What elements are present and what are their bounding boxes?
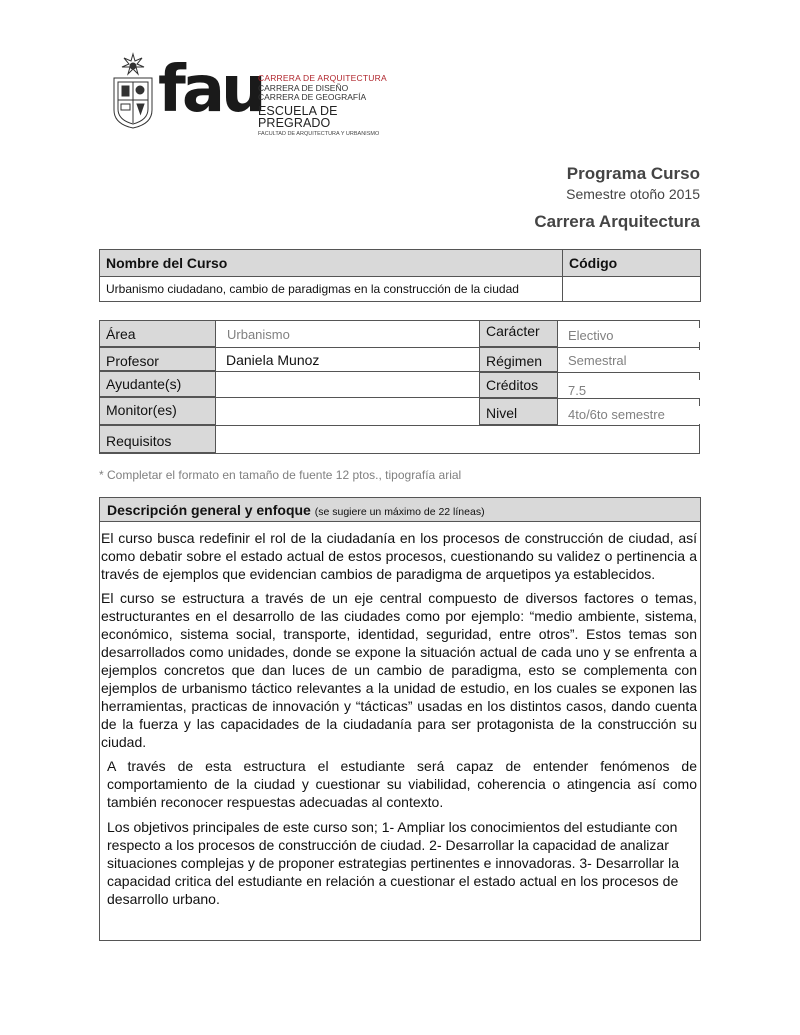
format-note: * Completar el formato en tamaño de fuente 12 ptos., tipografía arial xyxy=(99,468,462,482)
course-code-label: Código xyxy=(563,250,701,277)
area-value: Urbanismo xyxy=(227,327,290,342)
description-body xyxy=(100,522,700,908)
logo-line: CARRERA DE GEOGRAFÍA xyxy=(258,92,367,102)
description-heading-note: (se sugiere un máximo de 22 líneas) xyxy=(314,506,485,518)
university-seal-icon xyxy=(110,52,156,130)
description-paragraph: El curso se estructura a través de un eje central compuesto de diversos factores o temas, estructurantes en el desarrollo de las ciudades como por ejemplo: “medio ambiente, sistema, económico, sistema social, transporte, identidad, seguridad, entre otros”. Estos temas son desarrollados como unidades, donde se expone la situación actual de cada uno y se enfrenta a ejemplos concretos que dan luces de un cambio de paradigma, esto se complementa con ejemplos de urbanismo táctico relevantes a la unidad de estudio, en los cuales se exponen las herramientas, practicas de innovación y “tácticas” usadas en los distintos casos, dando cuenta de la fuerza y las capacidades de la ciudadanía para ser protagonista de la construcción su ciudad. xyxy=(101,590,697,750)
logo-text xyxy=(258,74,400,137)
description-paragraph: A través de esta estructura el estudiante será capaz de entender fenómenos de comportamiento de la ciudad y cuestionar su viabilidad, coherencia o atingencia así como también reconocer respuestas adecuadas al contexto. xyxy=(107,758,697,810)
course-info-grid xyxy=(99,320,701,453)
description-paragraph: Los objetivos principales de este curso son; 1- Ampliar los conocimientos del estudiante con respecto a los procesos de construcción de ciudad. 2- Desarrollar la capacidad de analizar situaciones complejas y de proponer estrategias pertinentes e innovadoras. 3- Desarrollar la capacidad critica del estudiante en relación a cuestionar el estado actual en los procesos de desarrollo urbano. xyxy=(107,819,679,907)
description-heading-text: Descripción general y enfoque xyxy=(107,502,311,518)
area-label: Área xyxy=(99,320,216,347)
creditos-value: 7.5 xyxy=(568,383,587,398)
semester: Semestre otoño 2015 xyxy=(566,186,700,202)
description-heading xyxy=(100,498,700,522)
course-name-value: Urbanismo ciudadano, cambio de paradigmas en la construcción de la ciudad xyxy=(100,277,563,302)
course-code-value xyxy=(563,277,701,302)
profesor-label: Profesor xyxy=(99,347,216,371)
fau-wordmark: fau xyxy=(158,53,263,127)
creditos-label: Créditos xyxy=(479,372,558,398)
description-section xyxy=(99,497,701,941)
regimen-label: Régimen xyxy=(479,347,558,372)
course-table xyxy=(99,249,701,302)
logo-line: CARRERA DE ARQUITECTURA xyxy=(258,73,387,83)
description-paragraph: El curso busca redefinir el rol de la ciudadanía en los procesos de construcción de ciudad, así como debatir sobre el estado actual de estos procesos, cuestionando su validez o pertinencia a través de ejemplos que evidencian cambios de paradigma de arquetipos ya establecidos. xyxy=(101,530,697,582)
page-title: Programa Curso xyxy=(566,164,700,183)
monitor-label: Monitor(es) xyxy=(99,397,216,425)
caracter-label: Carácter xyxy=(479,320,558,347)
requisitos-label: Requisitos xyxy=(99,425,216,453)
career-title: Carrera Arquitectura xyxy=(534,212,700,231)
logo-line: FACULTAD DE ARQUITECTURA Y URBANISMO xyxy=(258,130,380,137)
ayudante-label: Ayudante(s) xyxy=(99,371,216,397)
caracter-value: Electivo xyxy=(568,328,614,343)
logo-line: CARRERA DE DISEÑO xyxy=(258,82,349,93)
profesor-value: Daniela Munoz xyxy=(226,352,320,368)
title-block xyxy=(534,164,700,232)
logo-line: ESCUELA DE PREGRADO xyxy=(258,103,338,130)
course-name-label: Nombre del Curso xyxy=(100,250,563,277)
nivel-value: 4to/6to semestre xyxy=(568,407,665,422)
regimen-value: Semestral xyxy=(568,353,627,368)
faculty-logo xyxy=(110,52,400,137)
nivel-label: Nivel xyxy=(479,398,558,425)
